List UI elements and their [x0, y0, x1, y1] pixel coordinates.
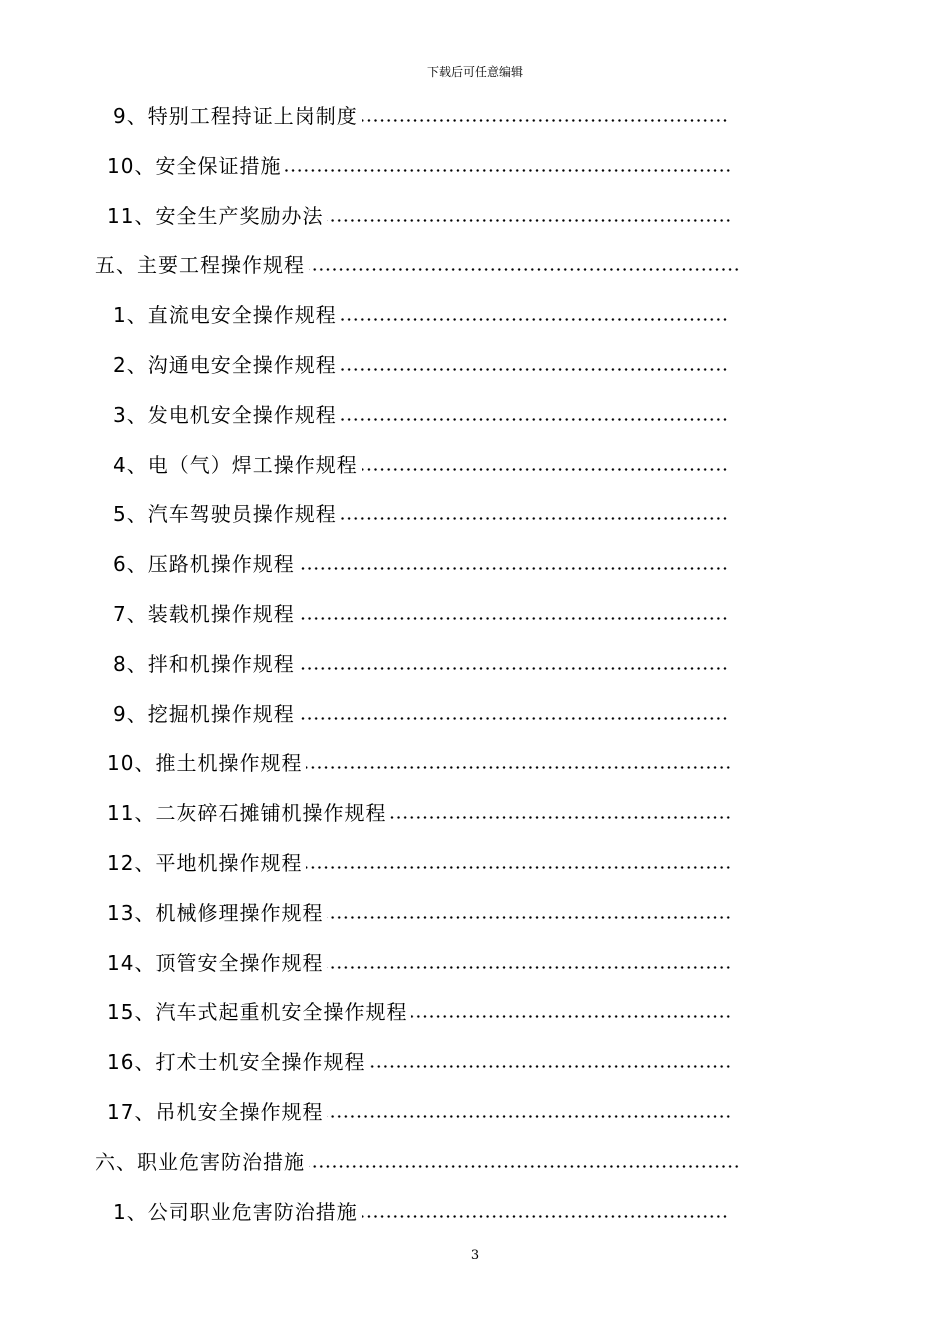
toc-entry — [113, 649, 728, 679]
toc-entry — [113, 350, 728, 380]
toc-entry-label: 13、机械修理操作规程 — [107, 901, 324, 925]
dot-leader — [299, 667, 728, 670]
dot-leader — [327, 916, 732, 919]
dot-leader — [306, 866, 732, 869]
dot-leader — [341, 418, 728, 421]
toc-entry — [107, 201, 732, 231]
toc-section-heading — [95, 250, 740, 280]
toc-entry — [107, 798, 732, 828]
toc-entry — [113, 400, 728, 430]
dot-leader — [341, 368, 728, 371]
toc-entry-label: 14、顶管安全操作规程 — [107, 951, 324, 975]
toc-entry-label: 2、沟通电安全操作规程 — [113, 353, 337, 377]
dot-leader — [362, 1215, 728, 1218]
dot-leader — [362, 119, 728, 122]
dot-leader — [299, 567, 728, 570]
toc-entry — [113, 300, 728, 330]
toc-entry-label: 5、汽车驾驶员操作规程 — [113, 502, 337, 526]
toc-entry-label: 6、压路机操作规程 — [113, 552, 295, 576]
toc-entry-label: 12、平地机操作规程 — [107, 851, 303, 875]
dot-leader — [306, 766, 732, 769]
toc-entry-label: 10、安全保证措施 — [107, 154, 282, 178]
dot-leader — [327, 966, 732, 969]
toc-section-label: 五、主要工程操作规程 — [95, 253, 305, 277]
toc-entry-label: 4、电（气）焊工操作规程 — [113, 453, 358, 477]
toc-entry-label: 10、推土机操作规程 — [107, 751, 303, 775]
toc-entry — [107, 151, 732, 181]
toc-entry-label: 11、二灰碎石摊铺机操作规程 — [107, 801, 387, 825]
dot-leader — [285, 169, 732, 172]
toc-entry-label: 7、装载机操作规程 — [113, 602, 295, 626]
toc-entry-label: 8、拌和机操作规程 — [113, 652, 295, 676]
toc-entry — [113, 599, 728, 629]
toc-entry-label: 9、特别工程持证上岗制度 — [113, 104, 358, 128]
toc-entry — [113, 499, 728, 529]
toc-entry-label: 9、挖掘机操作规程 — [113, 702, 295, 726]
dot-leader — [309, 1165, 740, 1168]
toc-entry-label: 3、发电机安全操作规程 — [113, 403, 337, 427]
toc-entry-label: 1、直流电安全操作规程 — [113, 303, 337, 327]
toc-entry — [113, 1197, 728, 1227]
toc-entry-label: 16、打术士机安全操作规程 — [107, 1050, 366, 1074]
toc-entry — [107, 898, 732, 928]
toc-entry — [113, 450, 728, 480]
toc-entry-label: 1、公司职业危害防治措施 — [113, 1200, 358, 1224]
toc-entry — [107, 997, 732, 1027]
toc-section-label: 六、职业危害防治措施 — [95, 1150, 305, 1174]
dot-leader — [299, 617, 728, 620]
toc-entry — [107, 1097, 732, 1127]
toc-entry — [107, 948, 732, 978]
dot-leader — [390, 816, 732, 819]
toc-entry-label: 17、吊机安全操作规程 — [107, 1100, 324, 1124]
dot-leader — [369, 1065, 732, 1068]
dot-leader — [362, 468, 728, 471]
dot-leader — [309, 268, 740, 271]
toc-entry — [113, 549, 728, 579]
toc-entry — [107, 1047, 732, 1077]
page-number: 3 — [470, 1248, 480, 1263]
toc-entry-label: 15、汽车式起重机安全操作规程 — [107, 1000, 408, 1024]
toc-section-heading — [95, 1147, 740, 1177]
toc-entry — [107, 848, 732, 878]
toc-entry — [113, 101, 728, 131]
dot-leader — [341, 318, 728, 321]
dot-leader — [341, 517, 728, 520]
toc-entry-label: 11、安全生产奖励办法 — [107, 204, 324, 228]
toc-entry — [113, 699, 728, 729]
dot-leader — [327, 219, 732, 222]
toc-entry — [107, 748, 732, 778]
page-header: 下载后可任意编辑 — [426, 65, 523, 79]
dot-leader — [411, 1015, 732, 1018]
dot-leader — [299, 717, 728, 720]
dot-leader — [327, 1115, 732, 1118]
